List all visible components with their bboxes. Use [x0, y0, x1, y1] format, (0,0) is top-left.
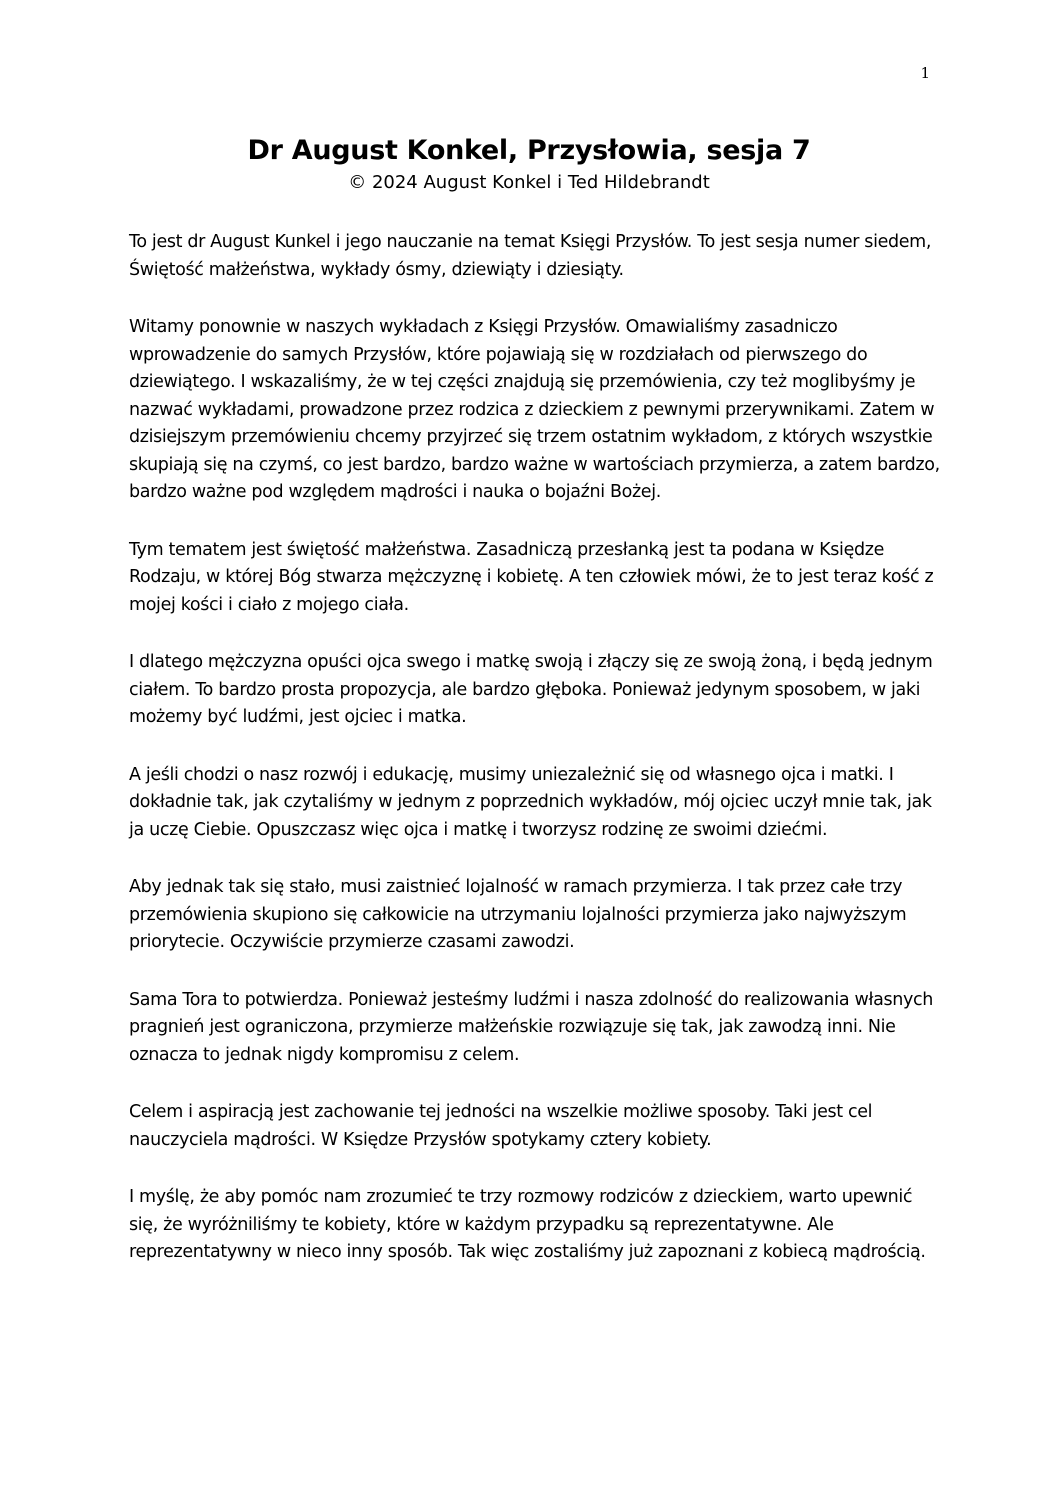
paragraph: Sama Tora to potwierdza. Ponieważ jesteśmy ludźmi i nasza zdolność do realizowania własnych pragnień jest ograniczona, przymierze małżeńskie rozwiązuje się tak, jak zawodzą inni. Nie oznacza to jednak nigdy kompromisu z celem.	[129, 989, 933, 1065]
paragraph: Tym tematem jest świętość małżeństwa. Zasadniczą przesłanką jest ta podana w Księdze Rodzaju, w której Bóg stwarza mężczyznę i kobietę. A ten człowiek mówi, że to jest teraz kość z mojej kości i ciało z mojego ciała.	[129, 539, 934, 615]
paragraph: Witamy ponownie w naszych wykładach z Księgi Przysłów. Omawialiśmy zasadniczo wprowadzenie do samych Przysłów, które pojawiają się w rozdziałach od pierwszego do dziewiątego. I wskazaliśmy, że w tej części znajdują się przemówienia, czy też moglibyśmy je nazwać wykładami, prowadzone przez rodzica z dzieckiem z pewnymi przerywnikami. Zatem w dzisiejszym przemówieniu chcemy przyjrzeć się trzem ostatnim wykładom, z których wszystkie skupiają się na czymś, co jest bardzo, bardzo ważne w wartościach przymierza, a zatem bardzo, bardzo ważne pod względem mądrości i nauka o bojaźni Bożej.	[129, 317, 940, 502]
paragraph: Aby jednak tak się stało, musi zaistnieć lojalność w ramach przymierza. I tak przez całe trzy przemówienia skupiono się całkowicie na utrzymaniu lojalności przymierza jako najwyższym priorytecie. Oczywiście przymierze czasami zawodzi.	[129, 877, 907, 952]
paragraph: To jest dr August Kunkel i jego nauczanie na temat Księgi Przysłów. To jest sesja numer siedem, Świętość małżeństwa, wykłady ósmy, dziewiąty i dziesiąty.	[129, 232, 932, 280]
document-body	[129, 229, 944, 1297]
document-title: Dr August Konkel, Przysłowia, sesja 7	[247, 135, 811, 166]
paragraph: I myślę, że aby pomóc nam zrozumieć te trzy rozmowy rodziców z dzieckiem, warto upewnić się, że wyróżniliśmy te kobiety, które w każdym przypadku są reprezentatywne. Ale reprezentatywny w nieco inny sposób. Tak więc zostaliśmy już zapoznani z kobiecą mądrością.	[129, 1187, 926, 1262]
copyright-line: © 2024 August Konkel i Ted Hildebrandt	[348, 172, 710, 193]
paragraph: Celem i aspiracją jest zachowanie tej jedności na wszelkie możliwe sposoby. Taki jest cel nauczyciela mądrości. W Księdze Przysłów spotykamy cztery kobiety.	[129, 1102, 873, 1150]
page-number: 1	[920, 64, 930, 82]
document-header	[0, 132, 1058, 196]
paragraph: I dlatego mężczyzna opuści ojca swego i matkę swoją i złączy się ze swoją żoną, i będą jednym ciałem. To bardzo prosta propozycja, ale bardzo głęboka. Ponieważ jedynym sposobem, w jaki możemy być ludźmi, jest ojciec i matka.	[129, 652, 933, 727]
paragraph: A jeśli chodzi o nasz rozwój i edukację, musimy uniezależnić się od własnego ojca i matki. I dokładnie tak, jak czytaliśmy w jednym z poprzednich wykładów, mój ojciec uczył mnie tak, jak ja uczę Ciebie. Opuszczasz więc ojca i matkę i tworzysz rodzinę ze swoimi dziećmi.	[129, 764, 932, 840]
